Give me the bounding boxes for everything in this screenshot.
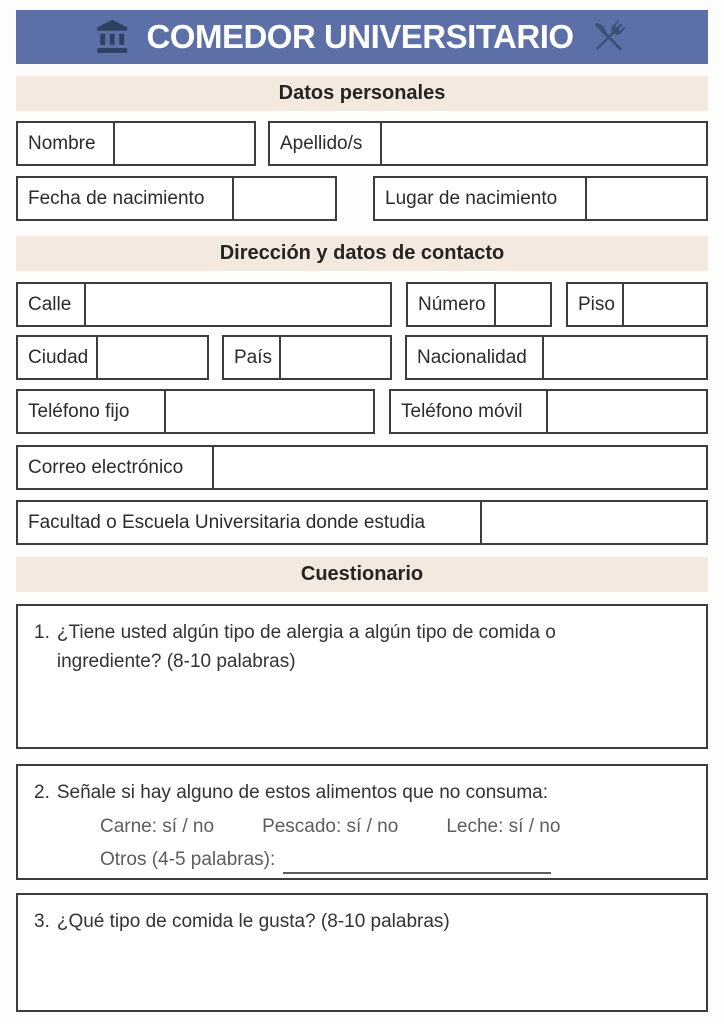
otros-answer-line[interactable] xyxy=(283,854,551,874)
row-nacimiento xyxy=(16,176,708,221)
field-apellidos-input[interactable] xyxy=(382,123,706,164)
field-nombre xyxy=(16,121,256,166)
field-telefono-movil-label: Teléfono móvil xyxy=(391,391,548,432)
field-lugar-nacimiento xyxy=(373,176,708,221)
university-building-icon xyxy=(94,18,132,56)
question-2-line xyxy=(34,778,686,807)
question-2-text: Señale si hay alguno de estos alimentos que no consuma: xyxy=(56,782,549,803)
section-header-questionnaire xyxy=(16,557,708,592)
otros-label: Otros (4-5 palabras): xyxy=(100,849,276,870)
field-lugar-nacimiento-label: Lugar de nacimiento xyxy=(375,178,587,219)
section-title-personal: Datos personales xyxy=(278,82,446,104)
field-fecha-nacimiento-label: Fecha de nacimiento xyxy=(18,178,234,219)
field-apellidos-label: Apellido/s xyxy=(270,123,382,164)
field-calle-input[interactable] xyxy=(86,284,390,325)
field-telefono-fijo-label: Teléfono fijo xyxy=(18,391,166,432)
field-calle xyxy=(16,282,392,327)
field-nacionalidad-label: Nacionalidad xyxy=(407,337,544,378)
section-title-contact: Dirección y datos de contacto xyxy=(219,242,505,264)
question-3-number: 3. xyxy=(34,911,50,932)
field-facultad-input[interactable] xyxy=(482,502,706,543)
field-nacionalidad xyxy=(405,335,708,380)
row-nombre-apellidos xyxy=(16,121,708,166)
row-telefonos xyxy=(16,389,708,434)
field-correo-label: Correo electrónico xyxy=(18,447,214,488)
question-3-answer-area[interactable] xyxy=(34,936,686,1010)
field-calle-label: Calle xyxy=(18,284,86,325)
row-calle-numero-piso xyxy=(16,282,708,327)
field-fecha-nacimiento-input[interactable] xyxy=(234,178,335,219)
field-piso xyxy=(566,282,708,327)
field-telefono-fijo xyxy=(16,389,375,434)
question-1-number: 1. xyxy=(34,622,50,643)
section-header-contact xyxy=(16,236,708,271)
field-nacionalidad-input[interactable] xyxy=(544,337,706,378)
question-3-text: ¿Qué tipo de comida le gusta? (8-10 palabras) xyxy=(56,911,450,932)
form-title: COMEDOR UNIVERSITARIO xyxy=(146,18,574,55)
field-telefono-movil-input[interactable] xyxy=(548,391,706,432)
option-carne: Carne: sí / no xyxy=(100,816,215,837)
crossed-utensils-icon xyxy=(588,16,630,58)
option-leche: Leche: sí / no xyxy=(446,816,561,837)
field-fecha-nacimiento xyxy=(16,176,337,221)
question-2-number: 2. xyxy=(34,782,50,803)
field-numero xyxy=(406,282,552,327)
field-correo xyxy=(16,445,708,490)
field-facultad xyxy=(16,500,708,545)
field-telefono-fijo-input[interactable] xyxy=(166,391,373,432)
field-piso-input[interactable] xyxy=(624,284,706,325)
question-1-text: ¿Tiene usted algún tipo de alergia a algún tipo de comida o ingrediente? (8-10 palabras) xyxy=(56,622,556,672)
section-header-personal xyxy=(16,76,708,111)
field-pais xyxy=(222,335,392,380)
row-ciudad-pais-nacionalidad xyxy=(16,335,708,380)
section-title-questionnaire: Cuestionario xyxy=(300,563,424,585)
question-3-line xyxy=(34,907,686,936)
question-2-options xyxy=(100,813,686,841)
field-pais-input[interactable] xyxy=(281,337,390,378)
field-piso-label: Piso xyxy=(568,284,624,325)
field-nombre-label: Nombre xyxy=(18,123,115,164)
question-2 xyxy=(16,764,708,880)
field-lugar-nacimiento-input[interactable] xyxy=(587,178,706,219)
field-facultad-label: Facultad o Escuela Universitaria donde estudia xyxy=(18,502,482,543)
row-correo xyxy=(16,445,708,490)
field-telefono-movil xyxy=(389,389,708,434)
field-ciudad xyxy=(16,335,209,380)
row-facultad xyxy=(16,500,708,545)
field-correo-input[interactable] xyxy=(214,447,706,488)
question-1 xyxy=(16,604,708,749)
question-1-line xyxy=(34,618,686,676)
field-ciudad-label: Ciudad xyxy=(18,337,98,378)
form-header xyxy=(16,10,708,64)
field-numero-input[interactable] xyxy=(496,284,550,325)
field-ciudad-input[interactable] xyxy=(98,337,207,378)
question-3 xyxy=(16,893,708,1012)
field-nombre-input[interactable] xyxy=(115,123,254,164)
field-pais-label: País xyxy=(224,337,281,378)
field-numero-label: Número xyxy=(408,284,496,325)
question-2-otros xyxy=(100,846,686,874)
option-pescado: Pescado: sí / no xyxy=(262,816,399,837)
field-apellidos xyxy=(268,121,708,166)
question-1-answer-area[interactable] xyxy=(34,676,686,747)
